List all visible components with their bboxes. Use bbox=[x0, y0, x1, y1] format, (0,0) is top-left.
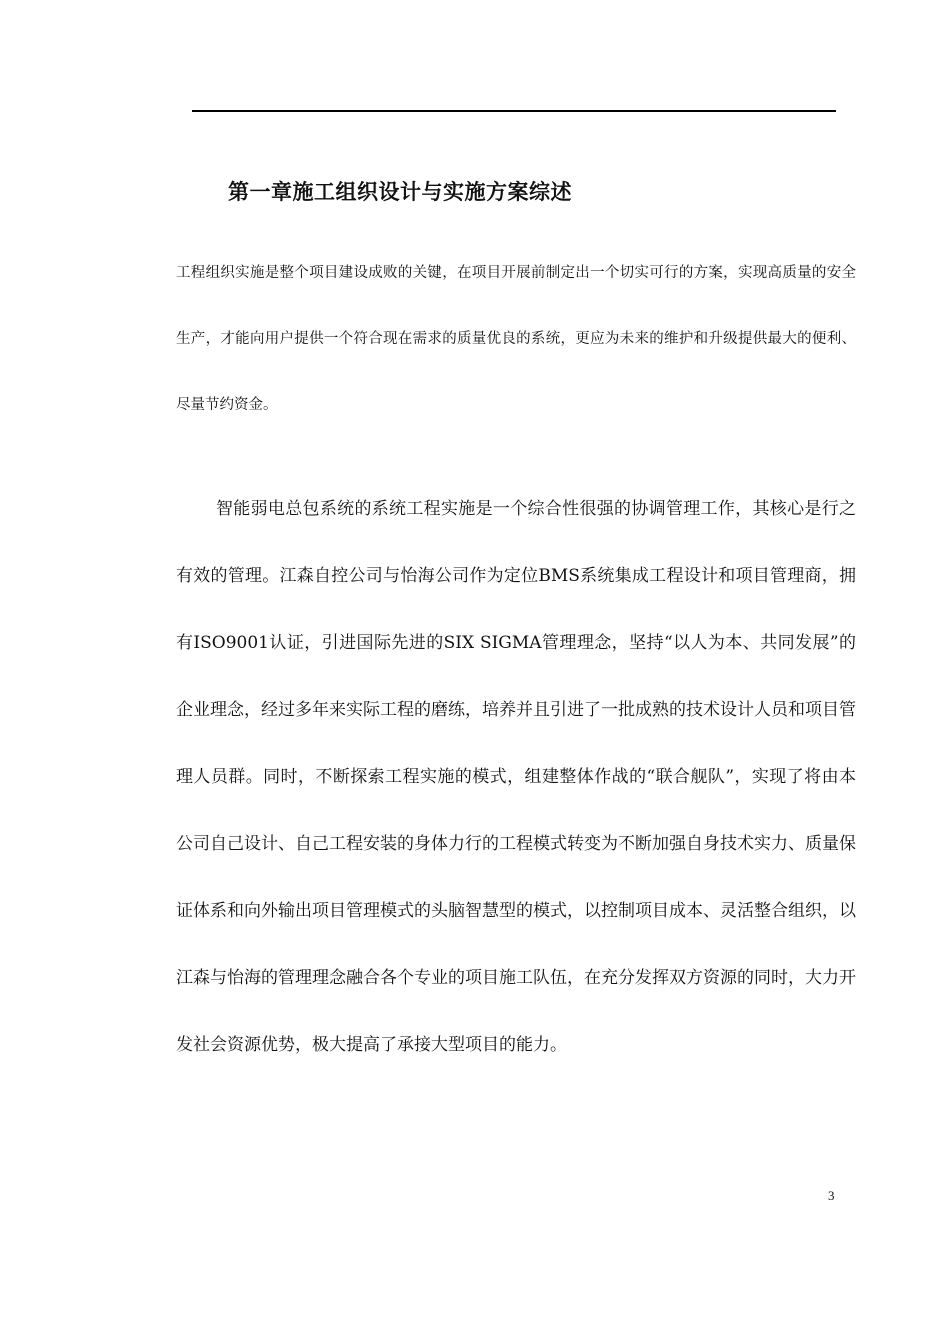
intro-paragraph: 工程组织实施是整个项目建设成败的关键，在项目开展前制定出一个切实可行的方案，实现高质量的安全生产，才能向用户提供一个符合现在需求的质量优良的系统，更应为未来的维护和升级提供最大的便利、尽量节约资金。 bbox=[176, 265, 856, 413]
chapter-title: 第一章施工组织设计与实施方案综述 bbox=[228, 180, 572, 204]
header-rule bbox=[192, 110, 836, 112]
page-number: 3 bbox=[828, 1188, 835, 1203]
body-paragraph: 智能弱电总包系统的系统工程实施是一个综合性很强的协调管理工作，其核心是行之有效的管理。江森自控公司与怡海公司作为定位BMS系统集成工程设计和项目管理商，拥有ISO9001认证，引进国际先进的SIX SIGMA管理理念，坚持“以人为本、共同发展”的企业理念，经过多年来实际工程的磨练，培养并且引进了一批成熟的技术设计人员和项目管理人员群。同时，不断探索工程实施的模式，组建整体作战的“联合舰队”，实现了将由本公司自己设计、自己工程安装的身体力行的工程模式转变为不断加强自身技术实力、质量保证体系和向外输出项目管理模式的头脑智慧型的模式，以控制项目成本、灵活整合组织，以江森与怡海的管理理念融合各个专业的项目施工队伍，在充分发挥双方资源的同时，大力开发社会资源优势，极大提高了承接大型项目的能力。 bbox=[176, 499, 856, 1055]
